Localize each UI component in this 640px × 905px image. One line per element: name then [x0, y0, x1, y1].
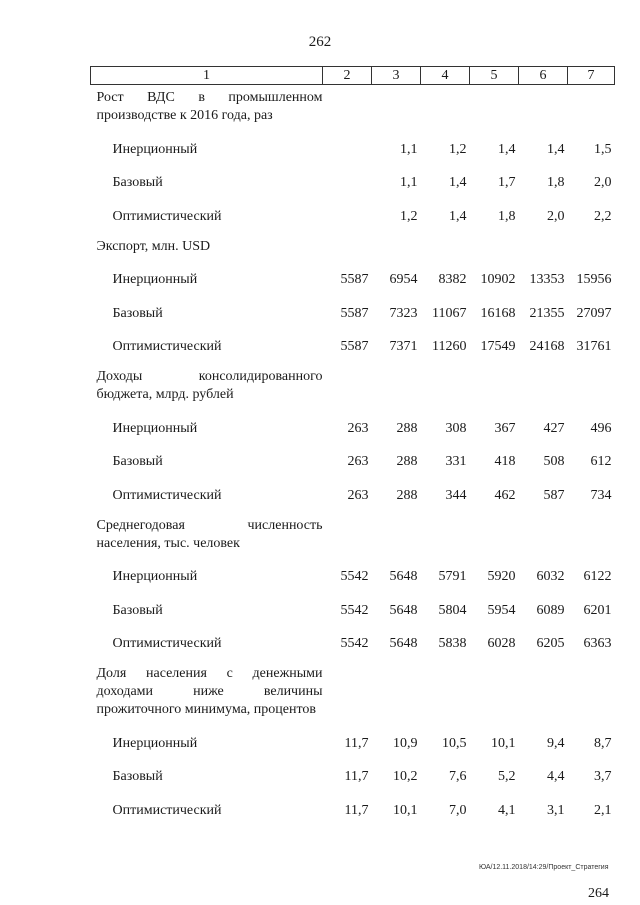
value-cell: 8,7 [594, 735, 612, 751]
scenario-label: Базовый [112, 175, 163, 191]
value-cell: 7323 [389, 305, 418, 321]
header-cell: 2 [323, 67, 372, 85]
value-cell [323, 167, 372, 201]
value-cell: 6032 [536, 569, 565, 585]
value-cell: 1,1 [400, 141, 418, 157]
scenario-label: Базовый [112, 769, 163, 785]
value-cell: 5648 [389, 569, 418, 585]
value-cell: 1,1 [400, 175, 418, 191]
value-cell: 1,8 [498, 208, 516, 224]
value-cell: 367 [494, 420, 516, 436]
section-title: Среднегодовая численность населения, тыс. человек [96, 517, 323, 551]
table-row [91, 297, 615, 331]
value-cell: 10,5 [442, 735, 467, 751]
scenario-label: Инерционный [112, 735, 198, 751]
empty-cell [323, 364, 372, 412]
value-cell: 331 [445, 454, 467, 470]
value-cell: 734 [590, 487, 612, 503]
value-cell: 7,0 [449, 802, 467, 818]
value-cell: 1,2 [449, 141, 467, 157]
value-cell: 7,6 [449, 769, 467, 785]
empty-cell [568, 513, 615, 561]
header-cell: 3 [372, 67, 421, 85]
section-row [91, 234, 615, 264]
section-title: Рост ВДС в промышленном производстве к 2016 года, раз [96, 90, 323, 123]
value-cell: 11,7 [344, 802, 369, 818]
table-row [91, 331, 615, 365]
value-cell: 10902 [480, 272, 516, 288]
value-cell: 308 [445, 420, 467, 436]
table-row [91, 200, 615, 234]
empty-cell [323, 513, 372, 561]
value-cell: 427 [543, 420, 565, 436]
value-cell [323, 133, 372, 167]
scenario-label: Оптимистический [112, 339, 222, 355]
section-title: Доходы консолидированного бюджета, млрд. рублей [96, 369, 323, 402]
scenario-label: Базовый [112, 602, 163, 618]
value-cell: 21355 [529, 305, 565, 321]
value-cell: 1,4 [498, 141, 516, 157]
empty-cell [372, 364, 421, 412]
footer-stamp: ЮА/12.11.2018/14:29/Проект_Стратегия [479, 864, 609, 871]
section-row [91, 513, 615, 561]
value-cell: 5,2 [498, 769, 516, 785]
value-cell: 11067 [432, 305, 467, 321]
value-cell: 10,9 [393, 735, 418, 751]
value-cell: 2,0 [594, 175, 612, 191]
value-cell: 13353 [529, 272, 565, 288]
empty-cell [372, 661, 421, 727]
value-cell: 1,2 [400, 208, 418, 224]
value-cell: 288 [396, 420, 418, 436]
value-cell: 1,8 [547, 175, 565, 191]
value-cell: 3,7 [594, 769, 612, 785]
value-cell: 6363 [583, 636, 612, 652]
value-cell: 27097 [576, 305, 612, 321]
table-body [91, 85, 615, 828]
table-row [91, 167, 615, 201]
header-row [91, 67, 615, 85]
table-row [91, 794, 615, 828]
scenario-label: Оптимистический [112, 487, 222, 503]
scenario-label: Базовый [112, 305, 163, 321]
empty-cell [470, 661, 519, 727]
value-cell: 6201 [583, 602, 612, 618]
value-cell: 5587 [340, 339, 369, 355]
table-row [91, 594, 615, 628]
indicators-table [90, 66, 615, 828]
empty-cell [372, 513, 421, 561]
scenario-label: Оптимистический [112, 208, 222, 224]
value-cell: 24168 [529, 339, 565, 355]
value-cell: 288 [396, 454, 418, 470]
value-cell: 9,4 [547, 735, 565, 751]
table-row [91, 133, 615, 167]
value-cell: 344 [445, 487, 467, 503]
value-cell: 288 [396, 487, 418, 503]
table-row [91, 628, 615, 662]
value-cell: 6089 [536, 602, 565, 618]
section-row [91, 85, 615, 134]
value-cell: 6205 [536, 636, 565, 652]
value-cell: 1,4 [547, 141, 565, 157]
value-cell: 16168 [480, 305, 516, 321]
empty-cell [519, 661, 568, 727]
section-row [91, 364, 615, 412]
value-cell: 5920 [487, 569, 516, 585]
value-cell: 1,4 [449, 208, 467, 224]
value-cell: 5648 [389, 602, 418, 618]
value-cell: 2,2 [594, 208, 612, 224]
value-cell: 10,2 [393, 769, 418, 785]
table-row [91, 561, 615, 595]
scenario-label: Оптимистический [112, 636, 222, 652]
table-row [91, 761, 615, 795]
empty-cell [421, 364, 470, 412]
empty-cell [519, 513, 568, 561]
empty-cell [568, 234, 615, 264]
value-cell: 3,1 [547, 802, 565, 818]
scenario-label: Базовый [112, 454, 163, 470]
header-cell: 5 [470, 67, 519, 85]
value-cell: 263 [347, 454, 369, 470]
value-cell: 1,7 [498, 175, 516, 191]
value-cell: 4,4 [547, 769, 565, 785]
value-cell: 263 [347, 420, 369, 436]
value-cell: 418 [494, 454, 516, 470]
header-cell: 4 [421, 67, 470, 85]
value-cell [323, 200, 372, 234]
table-row [91, 446, 615, 480]
value-cell: 11,7 [344, 769, 369, 785]
value-cell: 612 [590, 454, 612, 470]
scenario-label: Инерционный [112, 141, 198, 157]
value-cell: 8382 [438, 272, 467, 288]
value-cell: 10,1 [491, 735, 516, 751]
value-cell: 7371 [389, 339, 418, 355]
value-cell: 15956 [576, 272, 612, 288]
scenario-label: Оптимистический [112, 802, 222, 818]
value-cell: 5542 [340, 636, 369, 652]
value-cell: 1,4 [449, 175, 467, 191]
scenario-label: Инерционный [112, 272, 198, 288]
empty-cell [470, 513, 519, 561]
empty-cell [372, 85, 421, 134]
empty-cell [421, 513, 470, 561]
empty-cell [519, 85, 568, 134]
scenario-label: Инерционный [112, 569, 198, 585]
section-row [91, 661, 615, 727]
value-cell: 263 [347, 487, 369, 503]
header-cell: 6 [519, 67, 568, 85]
empty-cell [323, 661, 372, 727]
table-row [91, 264, 615, 298]
value-cell: 5954 [487, 602, 516, 618]
value-cell: 5838 [438, 636, 467, 652]
value-cell: 2,0 [547, 208, 565, 224]
table-row [91, 412, 615, 446]
value-cell: 11,7 [344, 735, 369, 751]
value-cell: 5804 [438, 602, 467, 618]
value-cell: 2,1 [594, 802, 612, 818]
value-cell: 1,5 [594, 141, 612, 157]
page-number: 262 [308, 34, 332, 50]
value-cell: 5542 [340, 602, 369, 618]
empty-cell [470, 85, 519, 134]
value-cell: 31761 [576, 339, 612, 355]
value-cell: 6954 [389, 272, 418, 288]
header-cell: 1 [91, 67, 323, 85]
value-cell: 5587 [340, 272, 369, 288]
empty-cell [323, 234, 372, 264]
value-cell: 462 [494, 487, 516, 503]
table-row [91, 479, 615, 513]
header-cell: 7 [568, 67, 615, 85]
value-cell: 17549 [480, 339, 516, 355]
empty-cell [470, 234, 519, 264]
value-cell: 5542 [340, 569, 369, 585]
empty-cell [372, 234, 421, 264]
value-cell: 496 [590, 420, 612, 436]
empty-cell [519, 234, 568, 264]
empty-cell [421, 661, 470, 727]
empty-cell [470, 364, 519, 412]
table-row [91, 727, 615, 761]
empty-cell [421, 85, 470, 134]
value-cell: 5791 [438, 569, 467, 585]
scenario-label: Инерционный [112, 420, 198, 436]
value-cell: 587 [543, 487, 565, 503]
value-cell: 10,1 [393, 802, 418, 818]
section-title: Экспорт, млн. USD [96, 238, 211, 254]
section-title: Доля населения с денежными доходами ниже величины прожиточного минимума, процентов [96, 666, 323, 717]
empty-cell [323, 85, 372, 134]
value-cell: 508 [543, 454, 565, 470]
empty-cell [421, 234, 470, 264]
value-cell: 5587 [340, 305, 369, 321]
value-cell: 11260 [432, 339, 467, 355]
empty-cell [568, 364, 615, 412]
empty-cell [568, 661, 615, 727]
value-cell: 6122 [583, 569, 612, 585]
value-cell: 6028 [487, 636, 516, 652]
value-cell: 4,1 [498, 802, 516, 818]
empty-cell [519, 364, 568, 412]
footer-page-number: 264 [588, 886, 609, 901]
empty-cell [568, 85, 615, 134]
value-cell: 5648 [389, 636, 418, 652]
